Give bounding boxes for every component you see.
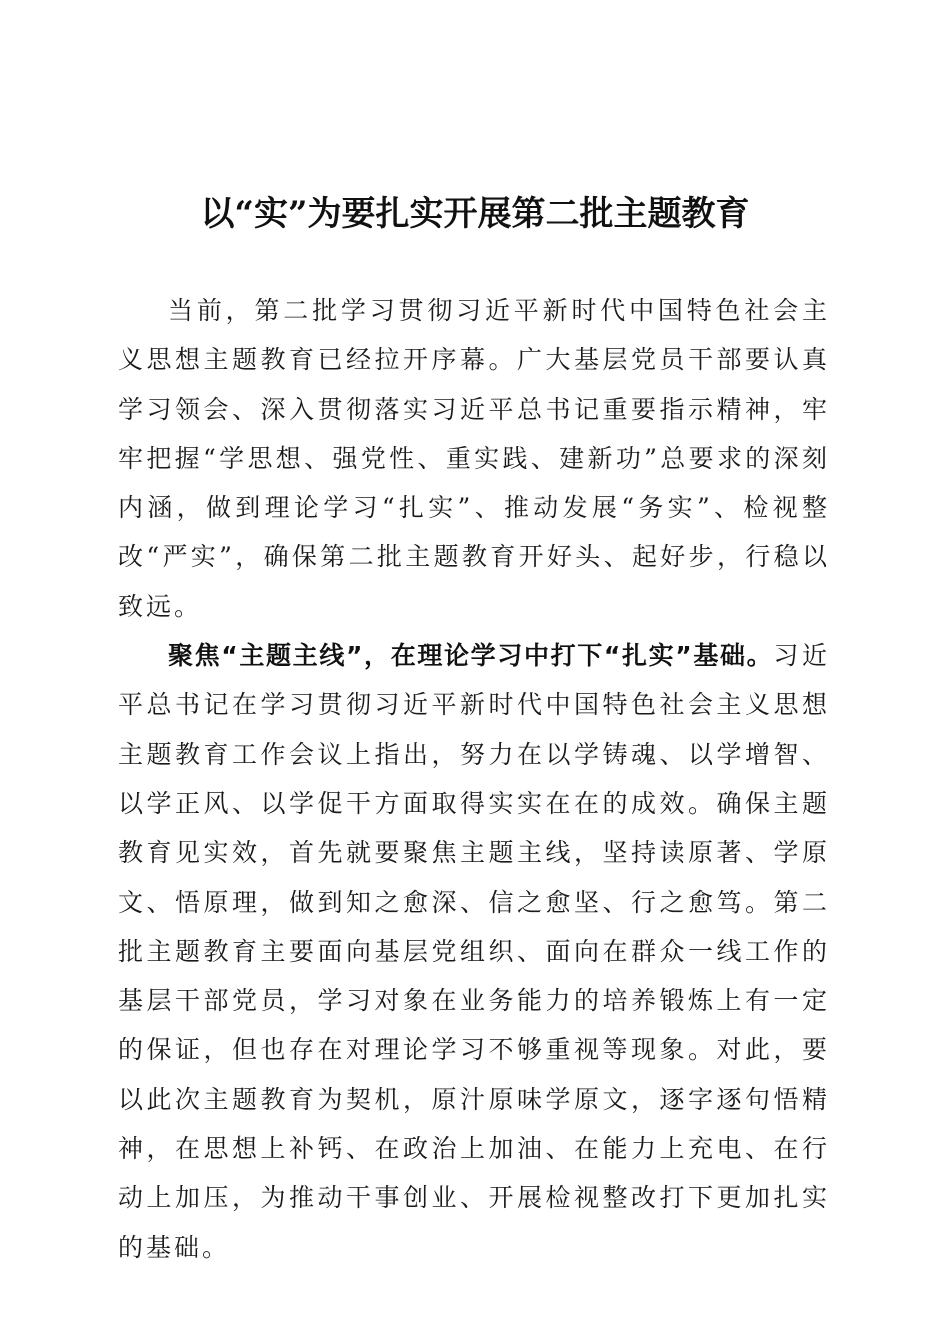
paragraph-focus-theme-heading: 聚焦“主题主线”，在理论学习中打下“扎实”基础。 [168, 641, 774, 671]
paragraph-focus-theme [118, 631, 830, 1272]
paragraph-intro [118, 286, 830, 631]
document-title: 以“实”为要扎实开展第二批主题教育 [200, 194, 750, 234]
document-body [118, 286, 830, 1272]
paragraph-intro-text: 当前，第二批学习贯彻习近平新时代中国特色社会主义思想主题教育已经拉开序幕。广大基层党员干部要认真学习领会、深入贯彻落实习近平总书记重要指示精神，牢牢把握“学思想、强党性、重实践、建新功”总要求的深刻内涵，做到理论学习“扎实”、推动发展“务实”、检视整改“严实”，确保第二批主题教育开好头、起好步，行稳以致远。 [118, 296, 830, 621]
paragraph-focus-theme-text: 习近平总书记在学习贯彻习近平新时代中国特色社会主义思想主题教育工作会议上指出，努力在以学铸魂、以学增智、以学正风、以学促干方面取得实实在在的成效。确保主题教育见实效，首先就要聚焦主题主线，坚持读原著、学原文、悟原理，做到知之愈深、信之愈坚、行之愈笃。第二批主题教育主要面向基层党组织、面向在群众一线工作的基层干部党员，学习对象在业务能力的培养锻炼上有一定的保证，但也存在对理论学习不够重视等现象。对此，要以此次主题教育为契机，原汁原味学原文，逐字逐句悟精神，在思想上补钙、在政治上加油、在能力上充电、在行动上加压，为推动干事创业、开展检视整改打下更加扎实的基础。 [118, 641, 830, 1262]
